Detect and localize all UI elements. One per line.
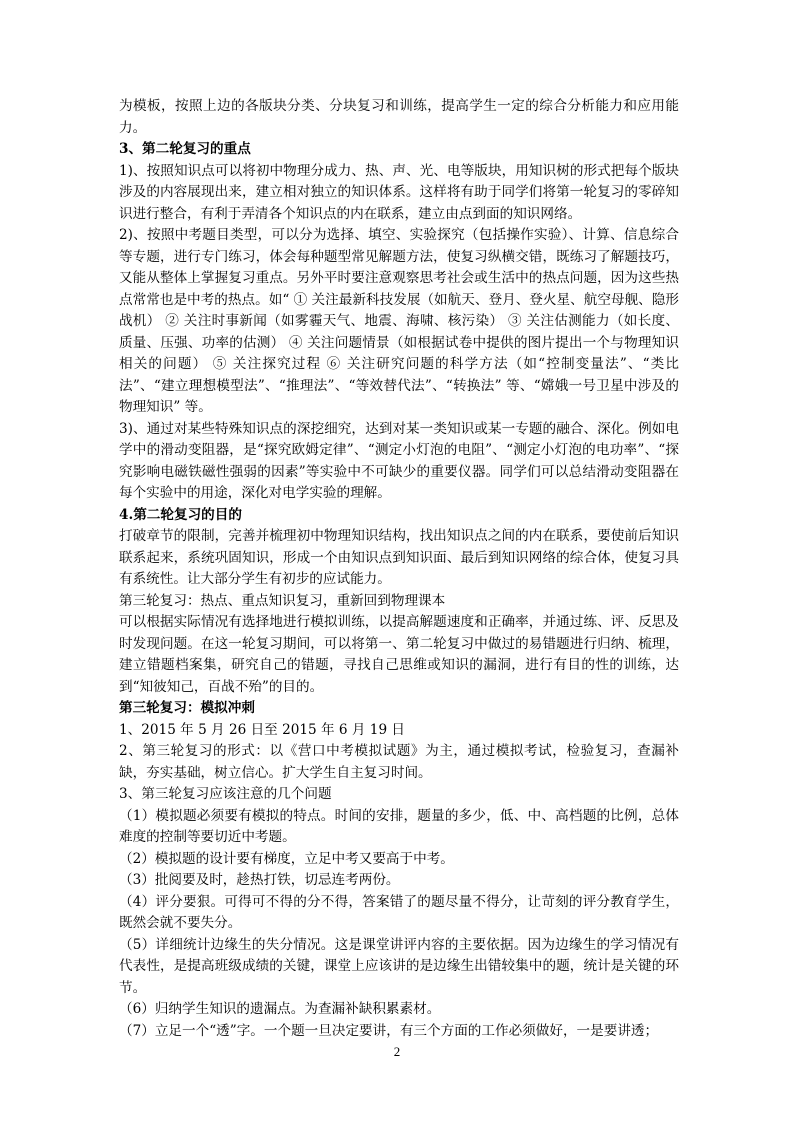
paragraph-issue-6: （6）归纳学生知识的遗漏点。为查漏补缺积累素材。 (119, 1001, 441, 1017)
paragraph-issues-title: 3、第三轮复习应该注意的几个问题 (119, 786, 332, 802)
paragraph-special-points: 3)、通过对某些特殊知识点的深挖细究，达到对某一类知识或某一专题的融合、深化。例如电学中的滑动变阻器，是“探究欧姆定律”、“测定小灯泡的电阻”、“测定小灯泡的电功率”、“探究影响电磁铁磁性强弱的因素”等实验中不可缺少的重要仪器。同学们可以总结滑动变阻器在每个实验中的用途，深化对电学实验的理解。 (119, 420, 679, 501)
paragraph-issue-1: （1）模拟题必须要有模拟的特点。时间的安排，题量的多少，低、中、高档题的比例，总体难度的控制等要切近中考题。 (119, 807, 679, 845)
paragraph-issue-4: （4）评分要狠。可得可不得的分不得，答案错了的题尽量不得分，让苛刻的评分教育学生，既然会就不要失分。 (119, 893, 679, 931)
paragraph-issue-3: （3）批阅要及时，趁热打铁，切忌连考两份。 (119, 872, 400, 888)
document-body (119, 96, 679, 1042)
paragraph-simulation: 可以根据实际情况有选择地进行模拟训练，以提高解题速度和正确率，并通过练、评、反思及时发现问题。在这一轮复习期间，可以将第一、第二轮复习中做过的易错题进行归纳、梳理，建立错题档案集，研究自己的错题，寻找自己思维或知识的漏洞，进行有目的性的训练，达到“知彼知己，百战不殆”的目的。 (119, 614, 679, 695)
paragraph-issue-2: （2）模拟题的设计要有梯度，立足中考又要高于中考。 (119, 850, 454, 867)
heading-second-round-focus: 3、第二轮复习的重点 (119, 141, 251, 157)
paragraph-third-round-title: 第三轮复习：热点、重点知识复习，重新回到物理课本 (119, 592, 446, 609)
paragraph-dates: 1、2015 年 5 月 26 日至 2015 年 6 月 19 日 (119, 721, 406, 738)
heading-second-round-goal: 4.第二轮复习的目的 (119, 506, 242, 523)
paragraph-question-types: 2)、按照中考题目类型，可以分为选择、填空、实验探究（包括操作实验）、计算、信息综合等专题，进行专门练习，体会每种题型常见解题方法，使复习纵横交错，既练习了解题技巧，又能从整体上掌握复习重点。另外平时要注意观察思考社会或生活中的热点问题，因为这些热点常常也是中考的热点。如“ ① 关注最新科技发展（如航天、登月、登火星、航空母舰、隐形战机） ② 关注时事新闻（如雾霾天气、地震、海啸、核污染） ③ 关注估测能力（如长度、质量、压强、功率的估测） ④ 关注问题情景（如根据试卷中提供的图片提出一个与物理知识相关的问题） ⑤ 关注探究过程 ⑥ 关注研究问题的科学方法（如“控制变量法”、“类比法”、“建立理想模型法”、“推理法”、“等效替代法”、“转换法” 等、“嫦娥一号卫星中涉及的物理知识” 等。 (119, 227, 679, 415)
paragraph-issue-5: （5）详细统计边缘生的失分情况。这是课堂讲评内容的主要依据。因为边缘生的学习情况有代表性，是提高班级成绩的关键，课堂上应该讲的是边缘生出错较集中的题，统计是关键的环节。 (119, 936, 679, 996)
paragraph-issue-7: （7）立足一个“透”字。一个题一旦决定要讲，有三个方面的工作必须做好，一是要讲透； (119, 1022, 659, 1039)
paragraph-knowledge-tree: 1)、按照知识点可以将初中物理分成力、热、声、光、电等版块，用知识树的形式把每个版块涉及的内容展现出来，建立相对独立的知识体系。这样将有助于同学们将第一轮复习的零碎知识进行整合，有利于弄清各个知识点的内在联系，建立由点到面的知识网络。 (119, 162, 679, 222)
paragraph-goal: 打破章节的限制，完善并梳理初中物理知识结构，找出知识点之间的内在联系，要使前后知识联系起来，系统巩固知识，形成一个由知识点到知识面、最后到知识网络的综合体，使复习具有系统性。让大部分学生有初步的应试能力。 (119, 528, 679, 587)
page-number: 2 (393, 1044, 401, 1059)
paragraph-form: 2、第三轮复习的形式：以《营口中考模拟试题》为主，通过模拟考试，检验复习，查漏补缺，夯实基础，树立信心。扩大学生自主复习时间。 (119, 743, 679, 781)
paragraph-continuation: 为模板，按照上边的各版块分类、分块复习和训练，提高学生一定的综合分析能力和应用能力。 (119, 98, 679, 136)
heading-third-round-mock: 第三轮复习：模拟冲刺 (119, 700, 255, 716)
